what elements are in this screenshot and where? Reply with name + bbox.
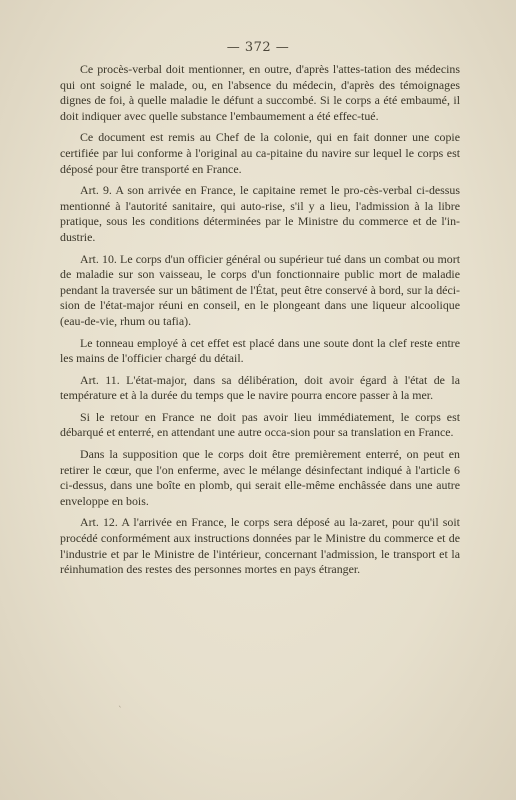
paragraph-5: Le tonneau employé à cet effet est placé dans une soute dont la clef reste entre les mains de l'officier chargé du détail.: [60, 335, 460, 366]
body-text: [60, 62, 460, 584]
paragraph-8: Dans la supposition que le corps doit être premièrement enterré, on peut en retirer le cœur, que l'on enferme, avec le mélange désinfectant indiqué à l'article 6 ci-dessus, dans une boîte en plomb, qui serait elle-même enchâssée dans une autre enveloppe en bois.: [60, 447, 460, 508]
paragraph-1: Ce procès-verbal doit mentionner, en outre, d'après l'attes-tation des médecins qui ont soigné le malade, ou, en l'absence du médecin, d'après des témoignages dignes de foi, à quelle maladie le défunt a succombé. Si le corps a été embaumé, il doit indiquer avec quelle substance l'embaumement a été effec-tué.: [60, 62, 460, 123]
paper-mark: ˋ: [118, 706, 123, 716]
paragraph-7: Si le retour en France ne doit pas avoir lieu immédiatement, le corps est débarqué et enterré, en attendant une autre occa-sion pour sa translation en France.: [60, 409, 460, 440]
paragraph-art-12: Art. 12. A l'arrivée en France, le corps sera déposé au la-zaret, pour qu'il soit procédé conformément aux instructions données par le Ministre du commerce et de l'industrie et par le Ministre de l'intérieur, concernant l'admission, le transport et la réinhumation des restes des personnes mortes en pays étranger.: [60, 515, 460, 577]
paragraph-art-10: Art. 10. Le corps d'un officier général ou supérieur tué dans un combat ou mort de maladie sur son vaisseau, le corps d'un fonctionnaire public mort de maladie pendant la traversée sur un bâtiment de l'État, peut être conservé à bord, sur la déci-sion de l'état-major réuni en conseil, en le plongeant dans une liqueur alcoolique (eau-de-vie, rhum ou tafia).: [60, 251, 460, 328]
page-number: — 372 —: [226, 40, 290, 55]
paragraph-art-11: Art. 11. L'état-major, dans sa délibération, doit avoir égard à l'état de la température et à la durée du temps que le navire pourra encore passer à la mer.: [60, 372, 460, 403]
paragraph-art-9: Art. 9. A son arrivée en France, le capitaine remet le pro-cès-verbal ci-dessus mentionné à l'autorité sanitaire, qui auto-rise, s'il y a lieu, l'admission à la libre pratique, sous les conditions déterminées par le Ministre du commerce et de l'in-dustrie.: [60, 183, 460, 244]
paragraph-2: Ce document est remis au Chef de la colonie, qui en fait donner une copie certifiée par lui conforme à l'original au ca-pitaine du navire sur lequel le corps est déposé pour être transporté en France.: [60, 130, 460, 176]
